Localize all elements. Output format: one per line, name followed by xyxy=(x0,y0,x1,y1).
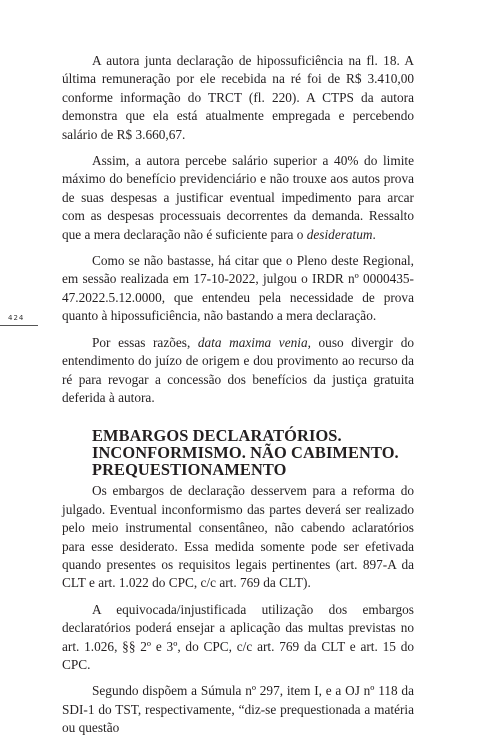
text-run: , ouso divergir do entendimento do juízo de origem e dou provimento ao recurso da ré para revogar a concessão dos benefícios da justiça gratuita deferida à autora. xyxy=(62,334,414,405)
heading-line: INCONFORMISMO. NÃO CABIMENTO. xyxy=(92,443,399,463)
paragraph xyxy=(62,482,414,592)
paragraph xyxy=(62,52,414,144)
text-run: A equivocada/injustificada utilização dos embargos declaratórios poderá ensejar a aplicação das multas previstas no art. 1.026, §§ 2º e 3º, do CPC, c/c art. 769 da CLT e art. 15 do CPC. xyxy=(62,601,414,672)
text-run: . xyxy=(372,226,376,242)
bottom-paragraphs xyxy=(62,482,414,737)
text-run: A autora junta declaração de hipossuficiência na fl. 18. A última remuneração por ele recebida na ré foi de R$ 3.410,00 conforme informação do TRCT (fl. 220). A CTPS da autora demonstra que ela está atualmente empregada e percebendo salário de R$ 3.660,67. xyxy=(62,53,414,142)
top-paragraphs xyxy=(62,52,414,407)
text-run: Por essas razões, xyxy=(92,334,198,350)
document-body xyxy=(62,52,414,738)
section-heading xyxy=(92,427,414,478)
text-run: Assim, a autora percebe salário superior a 40% do limite máximo do benefício previdenciário e não trouxe aos autos prova de suas despesas a justificar eventual impedimento para arcar com as despesas processuais decorrentes da demanda. Ressalto que a mera declaração não é suficiente para o xyxy=(62,153,414,242)
italic-text: desideratum xyxy=(306,226,373,242)
paragraph xyxy=(62,252,414,326)
paragraph xyxy=(62,334,414,408)
text-run: Como se não bastasse, há citar que o Pleno deste Regional, em sessão realizada em 17-10-2022, julgou o IRDR nº 0000435-47.2022.5.12.0000, que entendeu pela necessidade de prova quanto à hipossuficiência, não bastando a mera declaração. xyxy=(62,253,414,324)
italic-text: data maxima venia xyxy=(197,334,308,350)
page-number: 424 xyxy=(8,314,25,322)
heading-line: EMBARGOS DECLARATÓRIOS. xyxy=(92,426,342,446)
paragraph xyxy=(62,601,414,675)
heading-line: PREQUESTIONAMENTO xyxy=(92,460,287,480)
text-run: Segundo dispõem a Súmula nº 297, item I, e a OJ nº 118 da SDI-1 do TST, respectivamente, “diz-se prequestionada a matéria ou questão xyxy=(62,683,414,736)
paragraph xyxy=(62,152,414,244)
paragraph xyxy=(62,682,414,737)
text-run: Os embargos de declaração desservem para a reforma do julgado. Eventual inconformismo das partes deverá ser realizado pelo meio instrumental consentâneo, não cabendo aclaratórios para esse desiderato. Essa medida somente pode ser efetivada quando presentes os requisitos legais pertinentes (art. 897-A da CLT e art. 1.022 do CPC, c/c art. 769 da CLT). xyxy=(62,483,414,591)
page-number-rule xyxy=(0,325,38,326)
